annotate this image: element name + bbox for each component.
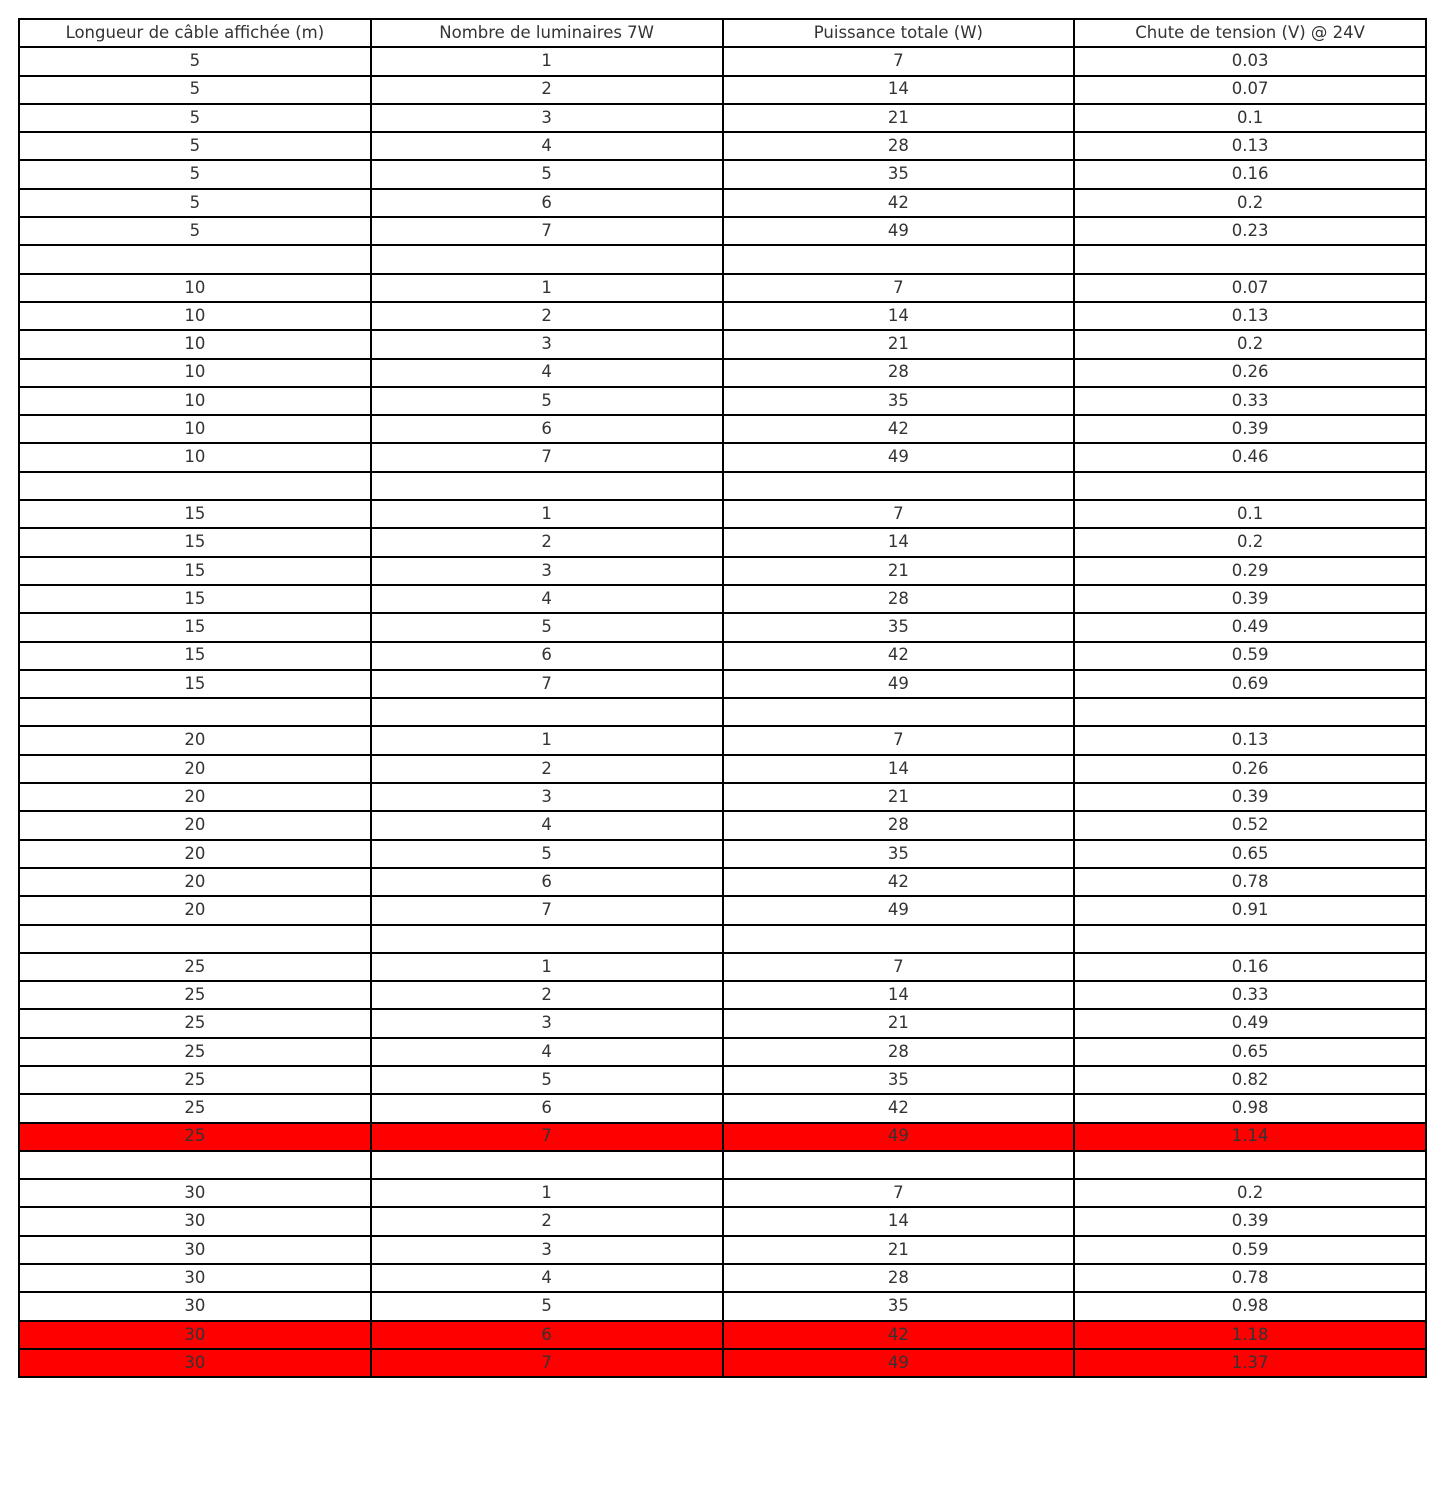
cell-total-power bbox=[723, 1151, 1075, 1179]
table-row bbox=[19, 670, 1426, 698]
cell-total-power: 42 bbox=[723, 189, 1075, 217]
cell-total-power: 14 bbox=[723, 755, 1075, 783]
cell-cable-length: 30 bbox=[19, 1264, 371, 1292]
cell-fixture-count: 6 bbox=[371, 642, 723, 670]
cell-cable-length bbox=[19, 698, 371, 726]
cell-total-power: 21 bbox=[723, 104, 1075, 132]
cell-cable-length: 15 bbox=[19, 500, 371, 528]
table-body bbox=[19, 47, 1426, 1377]
cell-fixture-count: 2 bbox=[371, 1207, 723, 1235]
cell-voltage-drop: 0.69 bbox=[1074, 670, 1426, 698]
cell-voltage-drop: 0.39 bbox=[1074, 585, 1426, 613]
cell-total-power: 14 bbox=[723, 981, 1075, 1009]
cell-fixture-count: 2 bbox=[371, 76, 723, 104]
cell-voltage-drop: 0.26 bbox=[1074, 359, 1426, 387]
table-row bbox=[19, 500, 1426, 528]
table-row bbox=[19, 302, 1426, 330]
cell-fixture-count: 5 bbox=[371, 613, 723, 641]
cell-fixture-count: 4 bbox=[371, 1038, 723, 1066]
cell-voltage-drop: 0.59 bbox=[1074, 1236, 1426, 1264]
cell-cable-length: 25 bbox=[19, 1038, 371, 1066]
header-voltage-drop: Chute de tension (V) @ 24V bbox=[1074, 19, 1426, 47]
cell-total-power: 28 bbox=[723, 132, 1075, 160]
table-row bbox=[19, 1009, 1426, 1037]
cell-fixture-count: 5 bbox=[371, 160, 723, 188]
table-row bbox=[19, 359, 1426, 387]
cell-voltage-drop: 0.2 bbox=[1074, 189, 1426, 217]
table-row bbox=[19, 1207, 1426, 1235]
cell-cable-length: 10 bbox=[19, 330, 371, 358]
cell-voltage-drop: 0.1 bbox=[1074, 500, 1426, 528]
cell-voltage-drop: 1.37 bbox=[1074, 1349, 1426, 1377]
cell-cable-length: 5 bbox=[19, 160, 371, 188]
cell-total-power: 42 bbox=[723, 1321, 1075, 1349]
cell-fixture-count: 1 bbox=[371, 726, 723, 754]
cell-cable-length: 30 bbox=[19, 1236, 371, 1264]
cell-voltage-drop: 0.98 bbox=[1074, 1292, 1426, 1320]
cell-voltage-drop: 0.16 bbox=[1074, 160, 1426, 188]
cell-cable-length: 10 bbox=[19, 415, 371, 443]
table-row-warning bbox=[19, 1123, 1426, 1151]
cell-voltage-drop: 1.18 bbox=[1074, 1321, 1426, 1349]
table-row bbox=[19, 330, 1426, 358]
cell-voltage-drop: 0.39 bbox=[1074, 783, 1426, 811]
cell-voltage-drop: 0.16 bbox=[1074, 953, 1426, 981]
table-row bbox=[19, 160, 1426, 188]
table-row bbox=[19, 443, 1426, 471]
cell-total-power: 28 bbox=[723, 585, 1075, 613]
table-row bbox=[19, 585, 1426, 613]
cell-cable-length: 5 bbox=[19, 47, 371, 75]
cell-total-power: 7 bbox=[723, 1179, 1075, 1207]
cell-voltage-drop: 0.49 bbox=[1074, 613, 1426, 641]
cell-total-power: 7 bbox=[723, 500, 1075, 528]
cell-cable-length: 25 bbox=[19, 1009, 371, 1037]
cell-voltage-drop: 0.78 bbox=[1074, 868, 1426, 896]
cell-total-power bbox=[723, 925, 1075, 953]
cell-cable-length: 20 bbox=[19, 783, 371, 811]
cell-fixture-count: 1 bbox=[371, 500, 723, 528]
cell-voltage-drop: 0.2 bbox=[1074, 330, 1426, 358]
table-row bbox=[19, 1094, 1426, 1122]
cell-voltage-drop: 0.13 bbox=[1074, 302, 1426, 330]
cell-total-power: 49 bbox=[723, 1123, 1075, 1151]
cell-fixture-count: 4 bbox=[371, 1264, 723, 1292]
cell-voltage-drop: 0.82 bbox=[1074, 1066, 1426, 1094]
cell-fixture-count bbox=[371, 698, 723, 726]
cell-total-power bbox=[723, 245, 1075, 273]
cell-fixture-count: 7 bbox=[371, 670, 723, 698]
cell-total-power bbox=[723, 698, 1075, 726]
table-row bbox=[19, 245, 1426, 273]
table-row bbox=[19, 698, 1426, 726]
cell-fixture-count bbox=[371, 245, 723, 273]
cell-cable-length: 20 bbox=[19, 811, 371, 839]
cell-voltage-drop: 0.29 bbox=[1074, 557, 1426, 585]
cell-voltage-drop: 0.07 bbox=[1074, 76, 1426, 104]
table-row bbox=[19, 189, 1426, 217]
cell-fixture-count: 6 bbox=[371, 1321, 723, 1349]
cell-voltage-drop bbox=[1074, 925, 1426, 953]
cell-voltage-drop bbox=[1074, 1151, 1426, 1179]
cell-cable-length bbox=[19, 925, 371, 953]
cell-total-power: 21 bbox=[723, 1009, 1075, 1037]
header-fixture-count: Nombre de luminaires 7W bbox=[371, 19, 723, 47]
cell-voltage-drop: 0.52 bbox=[1074, 811, 1426, 839]
cell-fixture-count: 4 bbox=[371, 359, 723, 387]
table-row bbox=[19, 868, 1426, 896]
cell-total-power: 49 bbox=[723, 1349, 1075, 1377]
cell-total-power: 35 bbox=[723, 160, 1075, 188]
cell-total-power: 7 bbox=[723, 47, 1075, 75]
cell-voltage-drop: 0.13 bbox=[1074, 132, 1426, 160]
cell-fixture-count: 2 bbox=[371, 755, 723, 783]
cell-cable-length: 25 bbox=[19, 1094, 371, 1122]
cell-cable-length: 25 bbox=[19, 1066, 371, 1094]
cell-voltage-drop bbox=[1074, 472, 1426, 500]
table-row-warning bbox=[19, 1349, 1426, 1377]
cell-cable-length: 5 bbox=[19, 217, 371, 245]
cell-voltage-drop: 0.33 bbox=[1074, 981, 1426, 1009]
table-row bbox=[19, 1066, 1426, 1094]
voltage-drop-table bbox=[18, 18, 1427, 1378]
cell-total-power: 35 bbox=[723, 613, 1075, 641]
cell-voltage-drop: 0.26 bbox=[1074, 755, 1426, 783]
cell-cable-length: 15 bbox=[19, 613, 371, 641]
cell-total-power: 42 bbox=[723, 868, 1075, 896]
cell-fixture-count: 1 bbox=[371, 47, 723, 75]
cell-cable-length: 25 bbox=[19, 1123, 371, 1151]
cell-fixture-count: 6 bbox=[371, 868, 723, 896]
table-row bbox=[19, 387, 1426, 415]
cell-fixture-count bbox=[371, 1151, 723, 1179]
table-row bbox=[19, 415, 1426, 443]
cell-cable-length: 15 bbox=[19, 585, 371, 613]
cell-cable-length: 30 bbox=[19, 1207, 371, 1235]
cell-voltage-drop: 0.13 bbox=[1074, 726, 1426, 754]
cell-fixture-count: 3 bbox=[371, 1236, 723, 1264]
cell-cable-length: 10 bbox=[19, 359, 371, 387]
cell-total-power: 28 bbox=[723, 1264, 1075, 1292]
cell-cable-length: 20 bbox=[19, 896, 371, 924]
cell-fixture-count: 3 bbox=[371, 330, 723, 358]
cell-cable-length bbox=[19, 245, 371, 273]
cell-total-power: 49 bbox=[723, 217, 1075, 245]
header-total-power: Puissance totale (W) bbox=[723, 19, 1075, 47]
table-row bbox=[19, 47, 1426, 75]
cell-total-power: 28 bbox=[723, 1038, 1075, 1066]
cell-fixture-count: 7 bbox=[371, 1123, 723, 1151]
cell-cable-length: 30 bbox=[19, 1179, 371, 1207]
cell-fixture-count: 3 bbox=[371, 783, 723, 811]
cell-fixture-count: 3 bbox=[371, 104, 723, 132]
cell-total-power: 7 bbox=[723, 274, 1075, 302]
cell-fixture-count: 5 bbox=[371, 1066, 723, 1094]
cell-cable-length bbox=[19, 1151, 371, 1179]
cell-total-power: 14 bbox=[723, 302, 1075, 330]
table-row bbox=[19, 528, 1426, 556]
cell-total-power: 28 bbox=[723, 359, 1075, 387]
cell-fixture-count: 2 bbox=[371, 302, 723, 330]
cell-voltage-drop: 0.2 bbox=[1074, 528, 1426, 556]
cell-total-power: 49 bbox=[723, 896, 1075, 924]
table-row bbox=[19, 981, 1426, 1009]
cell-fixture-count: 7 bbox=[371, 443, 723, 471]
cell-fixture-count: 7 bbox=[371, 1349, 723, 1377]
cell-voltage-drop: 0.59 bbox=[1074, 642, 1426, 670]
table-row bbox=[19, 953, 1426, 981]
cell-fixture-count: 2 bbox=[371, 981, 723, 1009]
cell-total-power: 7 bbox=[723, 726, 1075, 754]
cell-fixture-count: 7 bbox=[371, 896, 723, 924]
cell-cable-length: 20 bbox=[19, 726, 371, 754]
cell-total-power: 35 bbox=[723, 1292, 1075, 1320]
cell-fixture-count: 2 bbox=[371, 528, 723, 556]
cell-voltage-drop: 0.78 bbox=[1074, 1264, 1426, 1292]
table-row bbox=[19, 1264, 1426, 1292]
table-row bbox=[19, 274, 1426, 302]
cell-fixture-count: 6 bbox=[371, 189, 723, 217]
cell-cable-length: 5 bbox=[19, 132, 371, 160]
cell-fixture-count: 6 bbox=[371, 1094, 723, 1122]
cell-cable-length: 15 bbox=[19, 557, 371, 585]
cell-cable-length: 10 bbox=[19, 387, 371, 415]
cell-voltage-drop: 0.39 bbox=[1074, 415, 1426, 443]
cell-voltage-drop: 0.03 bbox=[1074, 47, 1426, 75]
cell-total-power: 21 bbox=[723, 783, 1075, 811]
cell-total-power: 49 bbox=[723, 670, 1075, 698]
table-row bbox=[19, 613, 1426, 641]
cell-cable-length: 5 bbox=[19, 104, 371, 132]
table-row bbox=[19, 925, 1426, 953]
cell-cable-length: 20 bbox=[19, 868, 371, 896]
table-row bbox=[19, 726, 1426, 754]
cell-cable-length: 30 bbox=[19, 1349, 371, 1377]
table-row bbox=[19, 896, 1426, 924]
cell-cable-length: 15 bbox=[19, 670, 371, 698]
cell-cable-length: 15 bbox=[19, 642, 371, 670]
table-row bbox=[19, 76, 1426, 104]
table-row bbox=[19, 755, 1426, 783]
cell-voltage-drop: 0.49 bbox=[1074, 1009, 1426, 1037]
cell-total-power: 35 bbox=[723, 1066, 1075, 1094]
cell-fixture-count: 5 bbox=[371, 1292, 723, 1320]
cell-total-power: 42 bbox=[723, 1094, 1075, 1122]
cell-voltage-drop: 0.33 bbox=[1074, 387, 1426, 415]
cell-total-power: 28 bbox=[723, 811, 1075, 839]
header-row bbox=[19, 19, 1426, 47]
cell-fixture-count: 6 bbox=[371, 415, 723, 443]
cell-voltage-drop: 0.07 bbox=[1074, 274, 1426, 302]
cell-voltage-drop: 0.91 bbox=[1074, 896, 1426, 924]
cell-total-power: 42 bbox=[723, 642, 1075, 670]
table-row bbox=[19, 472, 1426, 500]
table-row bbox=[19, 642, 1426, 670]
cell-fixture-count: 3 bbox=[371, 1009, 723, 1037]
cell-total-power: 7 bbox=[723, 953, 1075, 981]
cell-cable-length: 15 bbox=[19, 528, 371, 556]
cell-voltage-drop: 0.46 bbox=[1074, 443, 1426, 471]
table-row-warning bbox=[19, 1321, 1426, 1349]
cell-cable-length: 10 bbox=[19, 274, 371, 302]
table-row bbox=[19, 132, 1426, 160]
cell-fixture-count: 4 bbox=[371, 585, 723, 613]
cell-voltage-drop bbox=[1074, 698, 1426, 726]
cell-total-power: 35 bbox=[723, 840, 1075, 868]
cell-fixture-count: 3 bbox=[371, 557, 723, 585]
table-row bbox=[19, 1151, 1426, 1179]
cell-cable-length: 10 bbox=[19, 443, 371, 471]
table-row bbox=[19, 1236, 1426, 1264]
cell-voltage-drop: 0.1 bbox=[1074, 104, 1426, 132]
cell-voltage-drop bbox=[1074, 245, 1426, 273]
table-row bbox=[19, 1179, 1426, 1207]
cell-total-power: 35 bbox=[723, 387, 1075, 415]
cell-fixture-count bbox=[371, 925, 723, 953]
cell-cable-length: 20 bbox=[19, 840, 371, 868]
header-cable-length: Longueur de câble affichée (m) bbox=[19, 19, 371, 47]
cell-cable-length bbox=[19, 472, 371, 500]
table-row bbox=[19, 104, 1426, 132]
cell-voltage-drop: 0.2 bbox=[1074, 1179, 1426, 1207]
cell-cable-length: 20 bbox=[19, 755, 371, 783]
cell-fixture-count: 1 bbox=[371, 274, 723, 302]
table-row bbox=[19, 783, 1426, 811]
table-row bbox=[19, 811, 1426, 839]
cell-voltage-drop: 1.14 bbox=[1074, 1123, 1426, 1151]
cell-cable-length: 5 bbox=[19, 189, 371, 217]
cell-total-power: 14 bbox=[723, 528, 1075, 556]
cell-total-power bbox=[723, 472, 1075, 500]
table-row bbox=[19, 840, 1426, 868]
cell-fixture-count: 7 bbox=[371, 217, 723, 245]
cell-cable-length: 10 bbox=[19, 302, 371, 330]
cell-total-power: 21 bbox=[723, 1236, 1075, 1264]
cell-fixture-count: 5 bbox=[371, 387, 723, 415]
cell-cable-length: 30 bbox=[19, 1292, 371, 1320]
table-row bbox=[19, 1292, 1426, 1320]
cell-voltage-drop: 0.23 bbox=[1074, 217, 1426, 245]
cell-cable-length: 30 bbox=[19, 1321, 371, 1349]
table-row bbox=[19, 557, 1426, 585]
cell-total-power: 14 bbox=[723, 1207, 1075, 1235]
cell-fixture-count: 5 bbox=[371, 840, 723, 868]
table-row bbox=[19, 217, 1426, 245]
table-row bbox=[19, 1038, 1426, 1066]
cell-cable-length: 25 bbox=[19, 981, 371, 1009]
cell-cable-length: 5 bbox=[19, 76, 371, 104]
cell-fixture-count: 4 bbox=[371, 132, 723, 160]
cell-total-power: 21 bbox=[723, 330, 1075, 358]
cell-total-power: 14 bbox=[723, 76, 1075, 104]
cell-total-power: 42 bbox=[723, 415, 1075, 443]
cell-fixture-count bbox=[371, 472, 723, 500]
cell-voltage-drop: 0.98 bbox=[1074, 1094, 1426, 1122]
cell-voltage-drop: 0.65 bbox=[1074, 1038, 1426, 1066]
cell-fixture-count: 1 bbox=[371, 1179, 723, 1207]
cell-fixture-count: 1 bbox=[371, 953, 723, 981]
cell-total-power: 21 bbox=[723, 557, 1075, 585]
cell-fixture-count: 4 bbox=[371, 811, 723, 839]
cell-cable-length: 25 bbox=[19, 953, 371, 981]
cell-voltage-drop: 0.39 bbox=[1074, 1207, 1426, 1235]
cell-voltage-drop: 0.65 bbox=[1074, 840, 1426, 868]
cell-total-power: 49 bbox=[723, 443, 1075, 471]
